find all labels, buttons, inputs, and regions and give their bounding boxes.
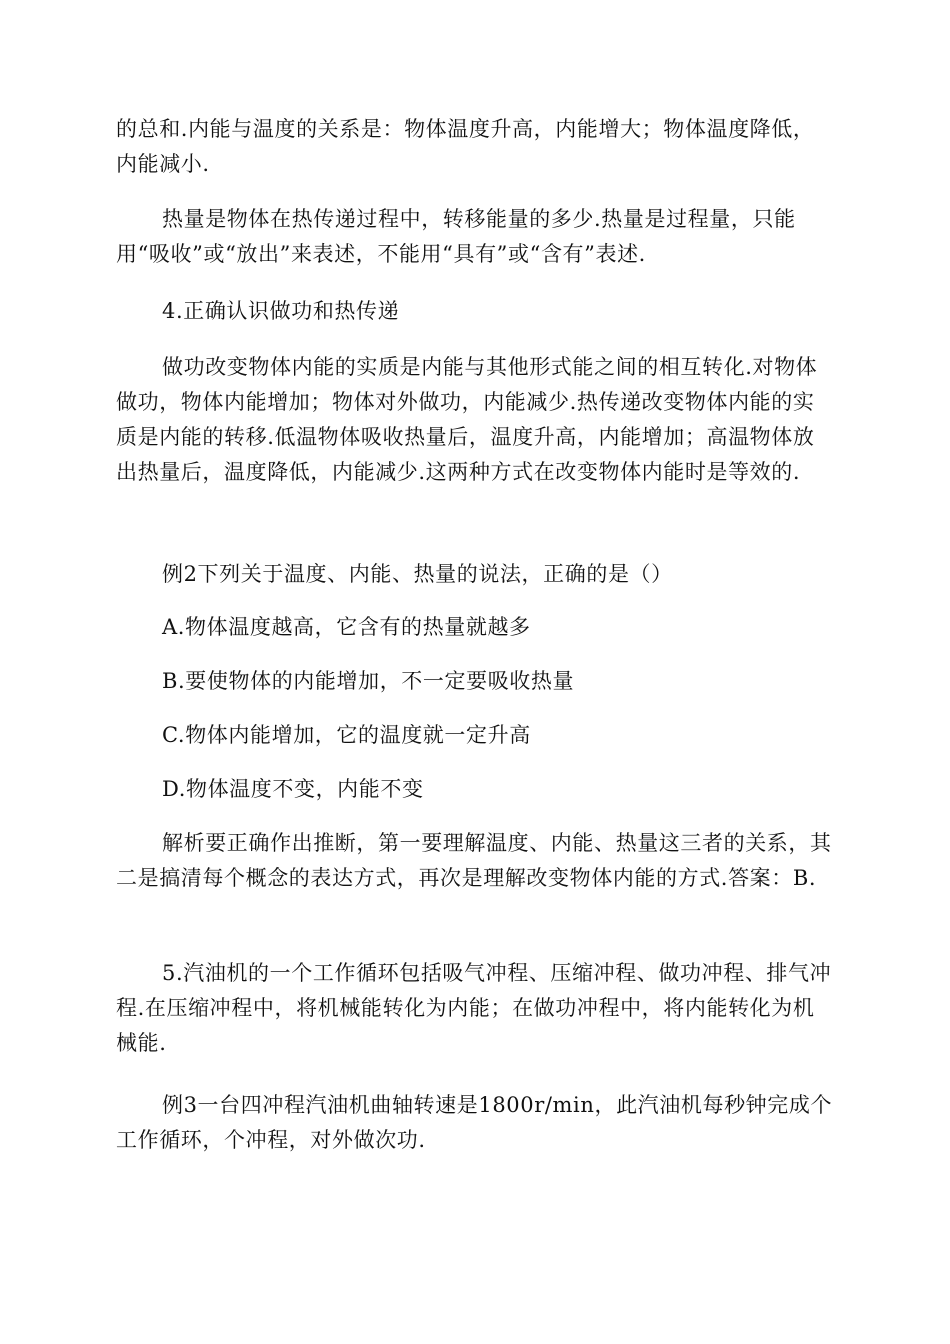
analysis-answer: 解析要正确作出推断，第一要理解温度、内能、热量这三者的关系，其二是搞清每个概念的表达方式，再次是理解改变物体内能的方式.答案：B. <box>116 831 832 890</box>
example-2-question: 例2下列关于温度、内能、热量的说法，正确的是（） <box>162 562 673 586</box>
example-3-question: 例3一台四冲程汽油机曲轴转速是1800r/min，此汽油机每秒钟完成个工作循环，个冲程，对外做次功. <box>116 1093 833 1152</box>
section-heading-work-and-heat-transfer: 4.正确认识做功和热传递 <box>162 299 400 323</box>
paragraph-internal-energy-temperature: 的总和.内能与温度的关系是：物体温度升高，内能增大；物体温度降低，内能减小. <box>116 117 815 176</box>
paragraph-work-and-heat-transfer: 做功改变物体内能的实质是内能与其他形式能之间的相互转化.对物体做功，物体内能增加；物体对外做功，内能减少.热传递改变物体内能的实质是内能的转移.低温物体吸收热量后，温度升高，内能增加；高温物体放出热量后，温度降低，内能减少.这两种方式在改变物体内能时是等效的. <box>116 355 818 484</box>
option-c: C.物体内能增加，它的温度就一定升高 <box>162 723 531 747</box>
option-a: A.物体温度越高，它含有的热量就越多 <box>162 615 531 639</box>
option-b: B.要使物体的内能增加，不一定要吸收热量 <box>162 669 575 693</box>
option-d: D.物体温度不变，内能不变 <box>162 777 424 801</box>
paragraph-heat-definition: 热量是物体在热传递过程中，转移能量的多少.热量是过程量，只能用“吸收”或“放出”来表述，不能用“具有”或“含有”表述. <box>116 207 796 266</box>
section-heading-gasoline-engine: 5.汽油机的一个工作循环包括吸气冲程、压缩冲程、做功冲程、排气冲程.在压缩冲程中，将机械能转化为内能；在做功冲程中，将内能转化为机械能. <box>116 961 832 1055</box>
